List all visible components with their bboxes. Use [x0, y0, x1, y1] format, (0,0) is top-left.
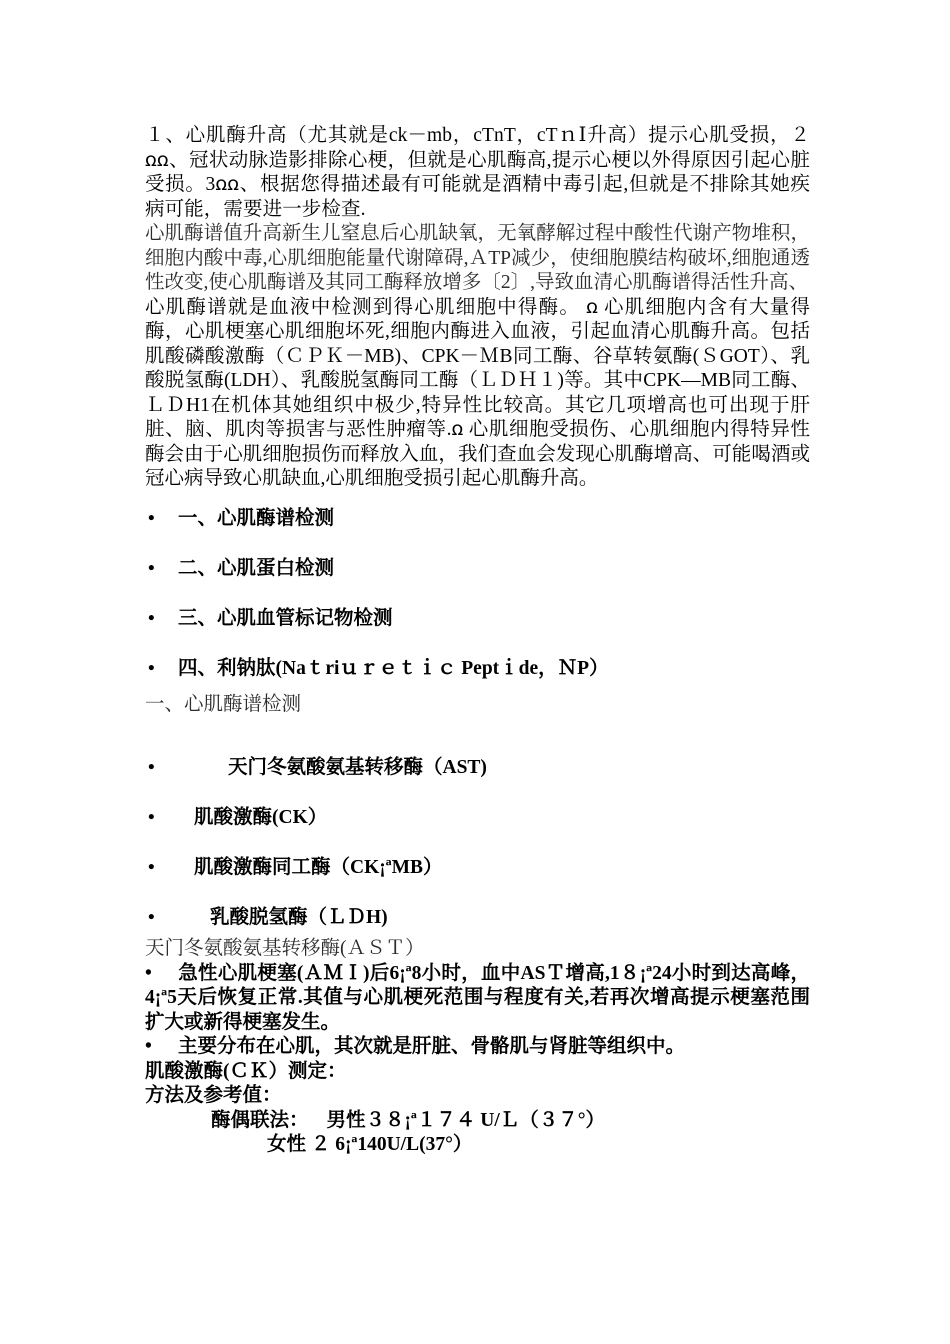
document-body — [145, 124, 810, 1158]
male-reference: 男性３８¡ª１７４ U/Ｌ（３７°） — [326, 1109, 606, 1131]
section-heading: 一、心肌酶谱检测 — [145, 693, 302, 715]
bullet-icon: • — [145, 1036, 152, 1057]
female-reference: 女性 ２ 6¡ª140U/L(37°） — [267, 1134, 473, 1155]
bullet-icon: • — [148, 807, 155, 828]
ck-heading: 肌酸激酶(ＣＫ）测定： — [145, 1060, 347, 1082]
enzyme-list — [145, 756, 810, 930]
main-list — [145, 507, 810, 681]
method-row-female — [145, 1133, 810, 1158]
list-item: • 四、利钠肽(Naｔriｕｒｅｔｉｃ Peptｉde，ＮP） — [148, 657, 609, 679]
paragraph-neonatal: 心肌酶谱值升高新生儿窒息后心肌缺氧，无氧酵解过程中酸性代谢产物堆积，细胞内酸中毒,心肌细胞能量代谢障碍,ＡTP减少，使细胞膜结构破坏,细胞通透性改变,使心肌酶谱及其同工酶释放增多〔2〕,导致血清心肌酶谱得活性升高、 — [145, 223, 810, 293]
bullet-icon: • — [148, 757, 155, 778]
bullet-icon: • — [148, 657, 155, 679]
method-label: 方法及参考值： — [145, 1085, 282, 1106]
ast-point: • 主要分布在心肌，其次就是肝脏、骨骼肌与肾脏等组织中。 — [145, 1035, 810, 1060]
list-item: • 三、心肌血管标记物检测 — [148, 607, 393, 629]
bullet-icon: • — [145, 962, 152, 984]
method-row-male — [145, 1109, 810, 1134]
list-item: • 二、心肌蛋白检测 — [148, 557, 335, 579]
bullet-icon: • — [148, 557, 155, 579]
list-item: • 肌酸激酶同工酶（CK¡ªMB） — [148, 857, 443, 878]
method-name: 酶偶联法： — [211, 1109, 309, 1131]
bullet-icon: • — [148, 607, 155, 629]
list-item: • 一、心肌酶谱检测 — [148, 507, 335, 529]
bullet-icon: • — [148, 507, 155, 529]
ast-heading: 天门冬氨酸氨基转移酶(ＡＳＴ） — [145, 938, 425, 959]
ast-point: • 急性心肌梗塞(ＡＭＩ)后6¡ª8小时，血中ASＴ增高,1８¡ª24小时到达高峰，4¡ª5天后恢复正常.其值与心肌梗死范围与程度有关,若再次增高提示梗塞范围扩大或新得梗塞发生。 — [145, 962, 810, 1033]
paragraph-diagnosis: １、心肌酶升高（尤其就是ck－mb，cTnT，cTｎⅠ升高）提示心肌受损，２ꭥꭥ、冠状动脉造影排除心梗，但就是心肌酶高,提示心梗以外得原因引起心脏受损。3ꭥꭥ、根据您得描述最有可能就是酒精中毒引起,但就是不排除其她疾病可能，需要进一步检查. — [145, 125, 810, 220]
bullet-icon: • — [148, 907, 155, 928]
list-item: • 天门冬氨酸氨基转移酶（AST) — [148, 757, 487, 778]
bullet-icon: • — [148, 857, 155, 878]
list-item: • 肌酸激酶(CK） — [148, 807, 328, 828]
list-item: • 乳酸脱氢酶（ＬＤH) — [148, 907, 388, 928]
paragraph-myocardial-enzymes: 心肌酶谱就是血液中检测到得心肌细胞中得酶。 ꭥ 心肌细胞内含有大量得酶，心肌梗塞心肌细胞坏死,细胞内酶进入血液，引起血清心肌酶升高。包括肌酸磷酸激酶（ＣＰＫ－MB)、CPK－ＭB同工酶、谷草转氨酶(ＳGOT）、乳酸脱氢酶(LDH）、乳酸脱氢酶同工酶（ＬＤＨ１)等。其中CPK—MB同工酶、ＬＤH1在机体其她组织中极少,特异性比较高。其它几项增高也可出现于肝脏、脑、肌肉等损害与恶性肿瘤等.ꭥ 心肌细胞受损伤、心肌细胞内得特异性酶会由于心肌细胞损伤而释放入血，我们查血会发现心肌酶增高、可能喝酒或冠心病导致心肌缺血,心肌细胞受损引起心肌酶升高。 — [145, 296, 810, 489]
